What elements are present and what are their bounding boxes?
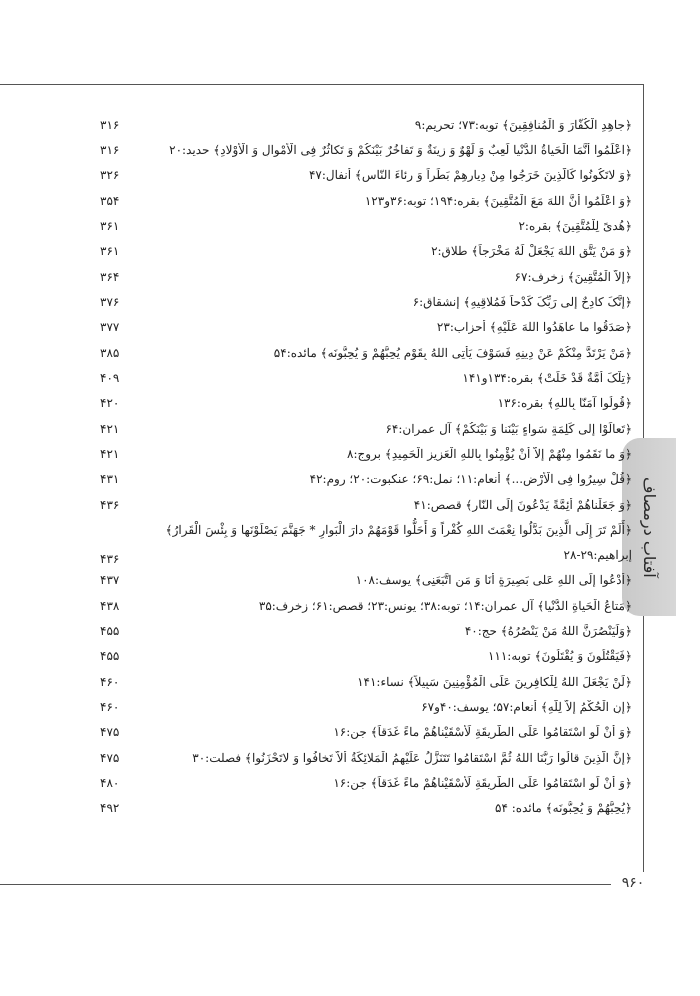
index-entry	[100, 644, 632, 669]
entry-verse-text: ﴿وَلَیَنْصُرَنَّ اللهُ مَنْ یَنْصُرُهُ﴾ حج:۴۰	[464, 623, 632, 638]
entry-verse-text: ﴿تَعالَوْا إِلی کَلِمَةٍ سَواءٍ بَیْنَنا وَ بَیْنَکُمْ﴾ آل عمران:۶۴	[385, 421, 632, 436]
index-entry	[100, 188, 632, 213]
entry-page-number: ۴۲۱	[100, 447, 120, 462]
index-entry	[100, 694, 632, 719]
entry-page-number: ۴۹۲	[100, 801, 120, 816]
index-entry	[100, 618, 632, 643]
entry-page-number: ۴۵۵	[100, 649, 120, 664]
entry-verse-text: ﴿فَیَقْتُلُونَ وَ یُقْتَلُونَ﴾ توبه:۱۱۱	[487, 649, 632, 664]
entry-page-number: ۴۲۰	[100, 396, 120, 411]
entry-page-number: ۴۷۵	[100, 750, 120, 765]
index-entry	[100, 365, 632, 390]
index-entry	[100, 289, 632, 314]
entry-verse-text: ﴿قُولُوا آمَنّا بِاللهِ﴾ بقره:۱۳۶	[497, 396, 632, 411]
entry-verse-text: ﴿مَتاعُ الْحَیاةِ الدُّنْیا﴾ آل عمران:۱۴؛ توبه:۳۸؛ یونس:۲۳؛ قصص:۶۱؛ زخرف:۳۵	[258, 598, 632, 613]
entry-page-number: ۴۲۱	[100, 421, 120, 436]
index-entry	[100, 796, 632, 821]
entry-verse-text: ﴿وَ أَنْ لَوِ اسْتَقامُوا عَلَی الطَّرِیقَةِ لَأَسْقَیْناهُمْ ماءً غَدَقاً﴾ جن:۱۶	[333, 725, 632, 740]
entry-verse-text: ﴿وَ لاتَکُونُوا کَالَّذِینَ خَرَجُوا مِنْ دِیارِهِمْ بَطَراً وَ رِئاءَ النّاسِ﴾ أنفال:۴۷	[308, 168, 632, 183]
entry-page-number: ۴۸۰	[100, 775, 120, 790]
index-entry	[100, 264, 632, 289]
entry-page-number: ۴۰۹	[100, 371, 120, 386]
entry-verse-text: ﴿إِنَّ الَّذِینَ قالُوا رَبُّنَا اللهُ ثُمَّ اسْتَقامُوا تَتَنَزَّلُ عَلَیْهِمُ الْمَلائِکَةُ أَلاّ تَخافُوا وَ لاتَحْزَنُوا﴾ فصلت:۳۰	[192, 750, 632, 765]
entry-verse-text: ﴿إِلاَّ الْمُتَّقِینَ﴾ زخرف:۶۷	[514, 269, 632, 284]
entry-page-number: ۴۵۵	[100, 623, 120, 638]
entry-page-number: ۳۲۶	[100, 168, 120, 183]
index-entry	[100, 745, 632, 770]
index-entry	[100, 213, 632, 238]
entry-verse-text: ﴿وَ جَعَلْناهُمْ أَئِمَّةً یَدْعُونَ إِلَی النّارِ﴾ قصص:۴۱	[413, 497, 632, 512]
index-entry	[100, 518, 632, 568]
entry-page-number: ۴۶۰	[100, 699, 120, 714]
index-entry	[100, 112, 632, 137]
entry-page-number: ۴۳۶	[100, 551, 120, 566]
entry-verse-text: ﴿وَ مَنْ یَتَّقِ اللهَ یَجْعَلْ لَهُ مَخْرَجاً﴾ طلاق:۲	[431, 244, 632, 259]
entry-page-number: ۴۳۸	[100, 598, 120, 613]
index-entry	[100, 239, 632, 264]
entry-page-number: ۳۵۴	[100, 193, 120, 208]
index-entry	[100, 669, 632, 694]
page-number: ۹۶۰	[611, 872, 655, 894]
entry-verse-text: ﴿لَنْ یَجْعَلَ اللهُ لِلْکافِرِینَ عَلَی الْمُؤْمِنِینَ سَبِیلاً﴾ نساء:۱۴۱	[357, 674, 632, 689]
index-entry	[100, 315, 632, 340]
entry-page-number: ۳۶۱	[100, 244, 120, 259]
entry-verse-text: ﴿وَ ما نَقَمُوا مِنْهُمْ إِلاّ أَنْ یُؤْمِنُوا بِاللهِ الْعَزِیزِ الْحَمِیدِ﴾ بروج:۸	[347, 447, 632, 462]
entry-verse-text: ﴿صَدَقُوا ما عاهَدُوا اللهَ عَلَیْهِ﴾ أحزاب:۲۳	[436, 320, 632, 335]
index-entry	[100, 137, 632, 162]
entry-verse-text: ﴿إِنِ الْحُکْمُ إِلاّ لِلّهِ﴾ أنعام:۵۷؛ یوسف:۴۰و۶۷	[421, 699, 632, 714]
index-entry	[100, 163, 632, 188]
entry-verse-text: ﴿وَ أَنْ لَوِ اسْتَقامُوا عَلَی الطَّرِیقَةِ لَأَسْقَیْناهُمْ ماءً غَدَقاً﴾ جن:۱۶	[333, 775, 632, 790]
entry-page-number: ۳۱۶	[100, 143, 120, 158]
index-entry	[100, 416, 632, 441]
entry-verse-text: ﴿إِنَّکَ کادِحٌ إِلی رَبِّکَ کَدْحاً فَمُلاقِیهِ﴾ إنشقاق:۶	[412, 295, 632, 310]
entry-page-number: ۴۳۱	[100, 472, 120, 487]
entry-verse-text: ﴿أَلَمْ تَرَ إِلَی الَّذِینَ بَدَّلُوا نِعْمَتَ اللهِ کُفْراً وَ أَحَلُّوا قَوْمَهُمْ دارَ الْبَوارِ * جَهَنَّمَ یَصْلَوْنَها وَ بِئْسَ الْقَرارُ﴾ إبراهیم:۲۹-۲۸	[165, 522, 632, 562]
entry-verse-text: ﴿قُلْ سِیرُوا فِی الْأَرْضِ...﴾ أنعام:۱۱؛ نمل:۶۹؛ عنکبوت:۲۰؛ روم:۴۲	[309, 472, 632, 487]
entry-page-number: ۴۳۷	[100, 573, 120, 588]
index-entry	[100, 467, 632, 492]
index-entry	[100, 720, 632, 745]
index-entry	[100, 441, 632, 466]
entry-page-number: ۴۶۰	[100, 674, 120, 689]
page-frame-top	[0, 84, 644, 85]
index-entry	[100, 391, 632, 416]
index-entry	[100, 340, 632, 365]
entry-verse-text: ﴿مَنْ یَرْتَدَّ مِنْکُمْ عَنْ دِینِهِ فَسَوْفَ یَأْتِی اللهُ بِقَوْمٍ یُحِبُّهُمْ وَ یُحِبُّونَه﴾ مائده:۵۴	[273, 345, 632, 360]
entry-page-number: ۳۷۷	[100, 320, 120, 335]
verse-index-list	[100, 112, 632, 821]
entry-page-number: ۳۷۶	[100, 295, 120, 310]
entry-verse-text: ﴿أَدْعُوا إِلَی اللهِ عَلی بَصِیرَةٍ أَنَا وَ مَنِ اتَّبَعَنِی﴾ یوسف:۱۰۸	[355, 573, 632, 588]
entry-verse-text: ﴿هُدیً لِلْمُتَّقِینَ﴾ بقره:۲	[518, 219, 632, 234]
index-entry	[100, 770, 632, 795]
entry-page-number: ۳۶۱	[100, 219, 120, 234]
entry-verse-text: ﴿اعْلَمُوا أَنَّمَا الْحَیاةُ الدُّنْیا لَعِبٌ وَ لَهْوٌ وَ زِینَةٌ وَ تَفاخُرٌ بَیْنَکُمْ وَ تَکاثُرٌ فِی الْأَمْوالِ وَ الْأَوْلادِ﴾ حدید:۲۰	[169, 143, 632, 158]
entry-page-number: ۴۳۶	[100, 497, 120, 512]
index-entry	[100, 492, 632, 517]
page-frame-bottom	[0, 884, 612, 885]
index-entry	[100, 568, 632, 593]
index-entry	[100, 593, 632, 618]
side-tab-label: آفتاب درمصاف	[640, 476, 659, 578]
entry-verse-text: ﴿تِلْکَ أُمَّةٌ قَدْ خَلَتْ﴾ بقره:۱۳۴و۱۴۱	[462, 371, 632, 386]
entry-page-number: ۳۱۶	[100, 117, 120, 132]
entry-page-number: ۳۶۴	[100, 269, 120, 284]
entry-verse-text: ﴿جاهِدِ الْکُفّارَ وَ الْمُنافِقِینَ﴾ توبه:۷۳؛ تحریم:۹	[414, 117, 632, 132]
entry-verse-text: ﴿یُحِبُّهُمْ وَ یُحِبُّونَه﴾ مائده: ۵۴	[495, 801, 632, 816]
entry-page-number: ۴۷۵	[100, 725, 120, 740]
entry-verse-text: ﴿وَ اعْلَمُوا أَنَّ اللهَ مَعَ الْمُتَّقِینَ﴾ بقره:۱۹۴؛ توبه:۳۶و۱۲۳	[364, 193, 632, 208]
entry-page-number: ۳۸۵	[100, 345, 120, 360]
